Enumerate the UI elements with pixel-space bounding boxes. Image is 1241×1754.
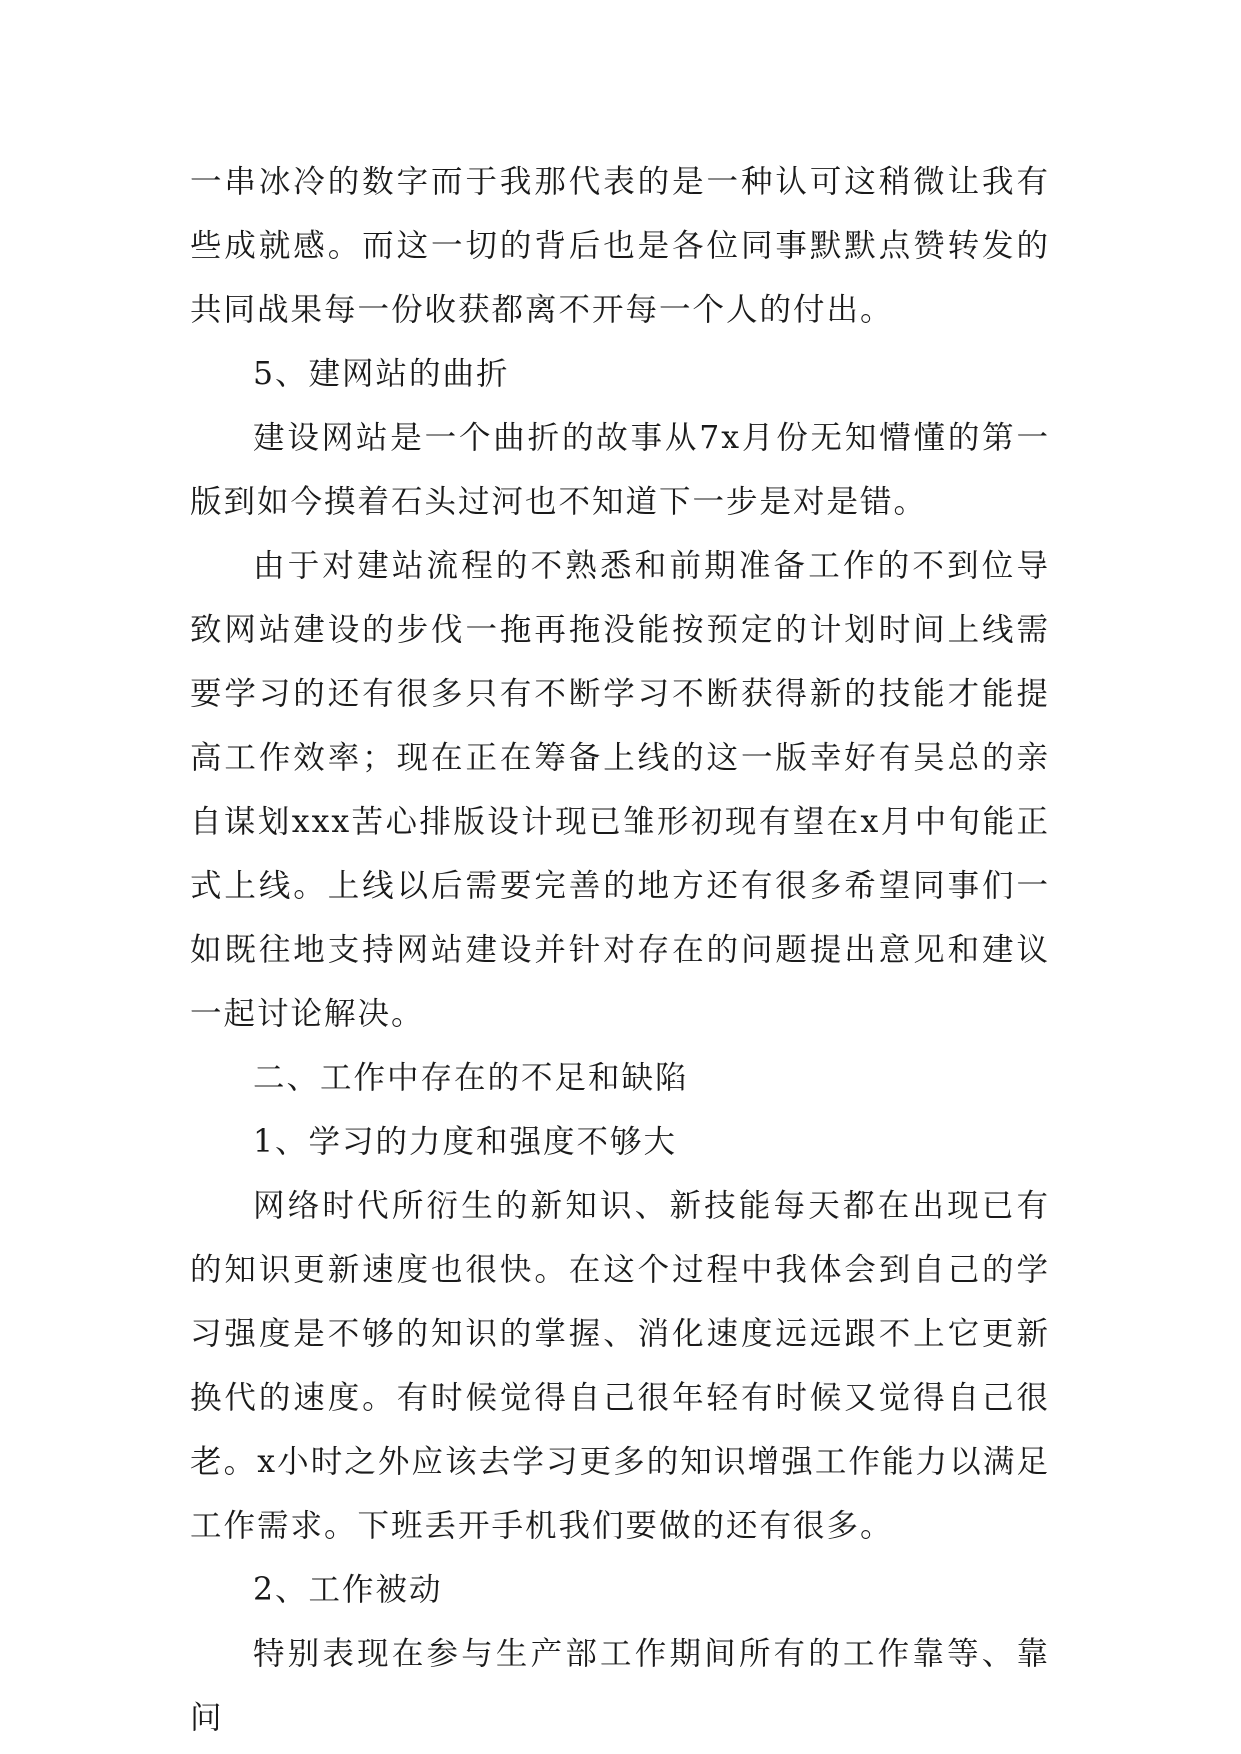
subsection-heading-passive-work: 2、工作被动	[253, 1572, 443, 1608]
section-heading-shortcomings: 二、工作中存在的不足和缺陷	[253, 1060, 689, 1096]
subsection-heading-learning: 1、学习的力度和强度不够大	[253, 1124, 678, 1160]
paragraph-continued: 一串冰冷的数字而于我那代表的是一种认可这稍微让我有些成就感。而这一切的背后也是各位同事默默点赞转发的共同战果每一份收获都离不开每一个人的付出。	[190, 164, 1050, 328]
paragraph: 由于对建站流程的不熟悉和前期准备工作的不到位导致网站建设的步伐一拖再拖没能按预定的计划时间上线需要学习的还有很多只有不断学习不断获得新的技能才能提高工作效率；现在正在筹备上线的这一版幸好有吴总的亲自谋划xxx苦心排版设计现已雏形初现有望在x月中旬能正式上线。上线以后需要完善的地方还有很多希望同事们一如既往地支持网站建设并针对存在的问题提出意见和建议一起讨论解决。	[190, 548, 1050, 1032]
document-body	[190, 150, 1050, 1750]
paragraph: 建设网站是一个曲折的故事从7x月份无知懵懂的第一版到如今摸着石头过河也不知道下一步是对是错。	[190, 420, 1050, 520]
paragraph: 特别表现在参与生产部工作期间所有的工作靠等、靠问	[190, 1636, 1050, 1736]
paragraph: 网络时代所衍生的新知识、新技能每天都在出现已有的知识更新速度也很快。在这个过程中我体会到自己的学习强度是不够的知识的掌握、消化速度远远跟不上它更新换代的速度。有时候觉得自己很年轻有时候又觉得自己很老。x小时之外应该去学习更多的知识增强工作能力以满足工作需求。下班丢开手机我们要做的还有很多。	[190, 1188, 1050, 1544]
section-heading-website: 5、建网站的曲折	[253, 356, 510, 392]
